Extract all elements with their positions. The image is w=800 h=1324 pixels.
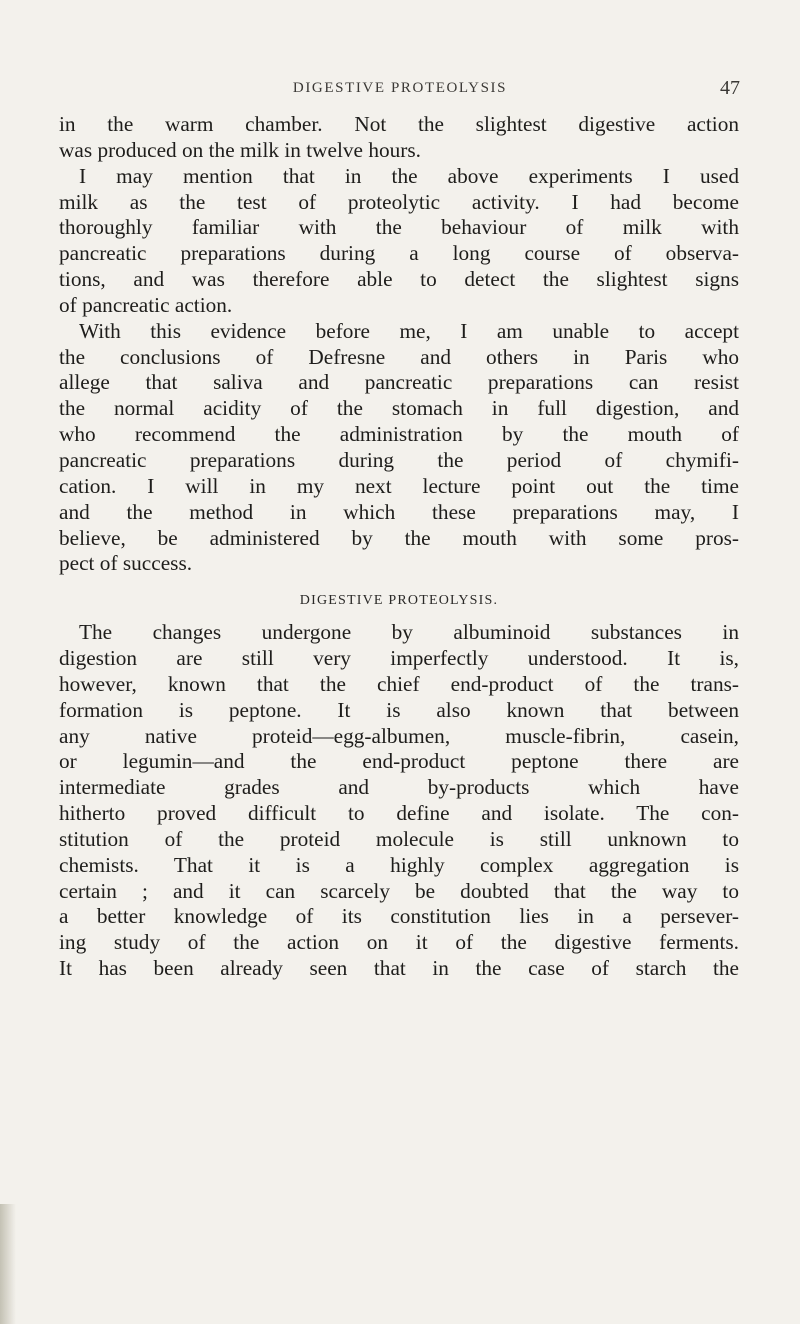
text-line: With this evidence before me, I am unable to accept xyxy=(79,318,739,343)
text-line: was produced on the milk in twelve hours. xyxy=(59,137,421,162)
text-line: pancreatic preparations during the period of chymifi- xyxy=(59,447,739,472)
text-line: milk as the test of proteolytic activity. I had become xyxy=(59,189,739,214)
text-line: the normal acidity of the stomach in full digestion, and xyxy=(59,396,739,421)
text-line: pect of success. xyxy=(59,551,193,576)
text-line: chemists. That it is a highly complex aggregation is xyxy=(59,852,739,877)
text-line: or legumin—and the end-product peptone there are xyxy=(59,749,739,774)
running-head xyxy=(60,77,740,104)
text-line: cation. I will in my next lecture point out the time xyxy=(59,473,739,498)
text-line: I may mention that in the above experiments I used xyxy=(79,163,739,188)
section-heading: DIGESTIVE PROTEOLYSIS. xyxy=(299,593,499,609)
page-edge-shadow xyxy=(0,1204,16,1324)
text-line: ing study of the action on it of the digestive ferments. xyxy=(59,930,739,955)
text-line: intermediate grades and by-products which have xyxy=(59,775,739,800)
text-line: formation is peptone. It is also known that between xyxy=(59,697,739,722)
text-line: hitherto proved difficult to define and isolate. The con- xyxy=(59,801,739,826)
text-line: allege that saliva and pancreatic preparations can resist xyxy=(59,370,739,395)
text-line: the conclusions of Defresne and others in Paris who xyxy=(59,344,739,369)
body-text xyxy=(59,112,739,982)
running-title: DIGESTIVE PROTEOLYSIS xyxy=(292,80,508,96)
text-line: It has been already seen that in the case of starch the xyxy=(59,956,739,981)
text-line: believe, be administered by the mouth with some pros- xyxy=(59,525,739,550)
text-line: tions, and was therefore able to detect the slightest signs xyxy=(59,267,739,292)
text-line: however, known that the chief end-product of the trans- xyxy=(59,671,739,696)
page-number: 47 xyxy=(720,77,740,99)
text-line: in the warm chamber. Not the slightest digestive action xyxy=(59,112,739,136)
text-line: and the method in which these preparations may, I xyxy=(59,499,739,524)
text-line: pancreatic preparations during a long course of observa- xyxy=(59,241,739,266)
text-line: a better knowledge of its constitution lies in a persever- xyxy=(59,904,739,929)
text-line: digestion are still very imperfectly understood. It is, xyxy=(59,646,739,671)
text-line: stitution of the proteid molecule is still unknown to xyxy=(59,826,739,851)
text-line: any native proteid—egg-albumen, muscle-fibrin, casein, xyxy=(59,723,739,748)
text-line: certain ; and it can scarcely be doubted that the way to xyxy=(59,878,739,903)
text-line: of pancreatic action. xyxy=(59,292,233,317)
text-line: thoroughly familiar with the behaviour of milk with xyxy=(59,215,739,240)
text-line: who recommend the administration by the mouth of xyxy=(59,422,739,447)
text-line: The changes undergone by albuminoid substances in xyxy=(79,620,739,645)
